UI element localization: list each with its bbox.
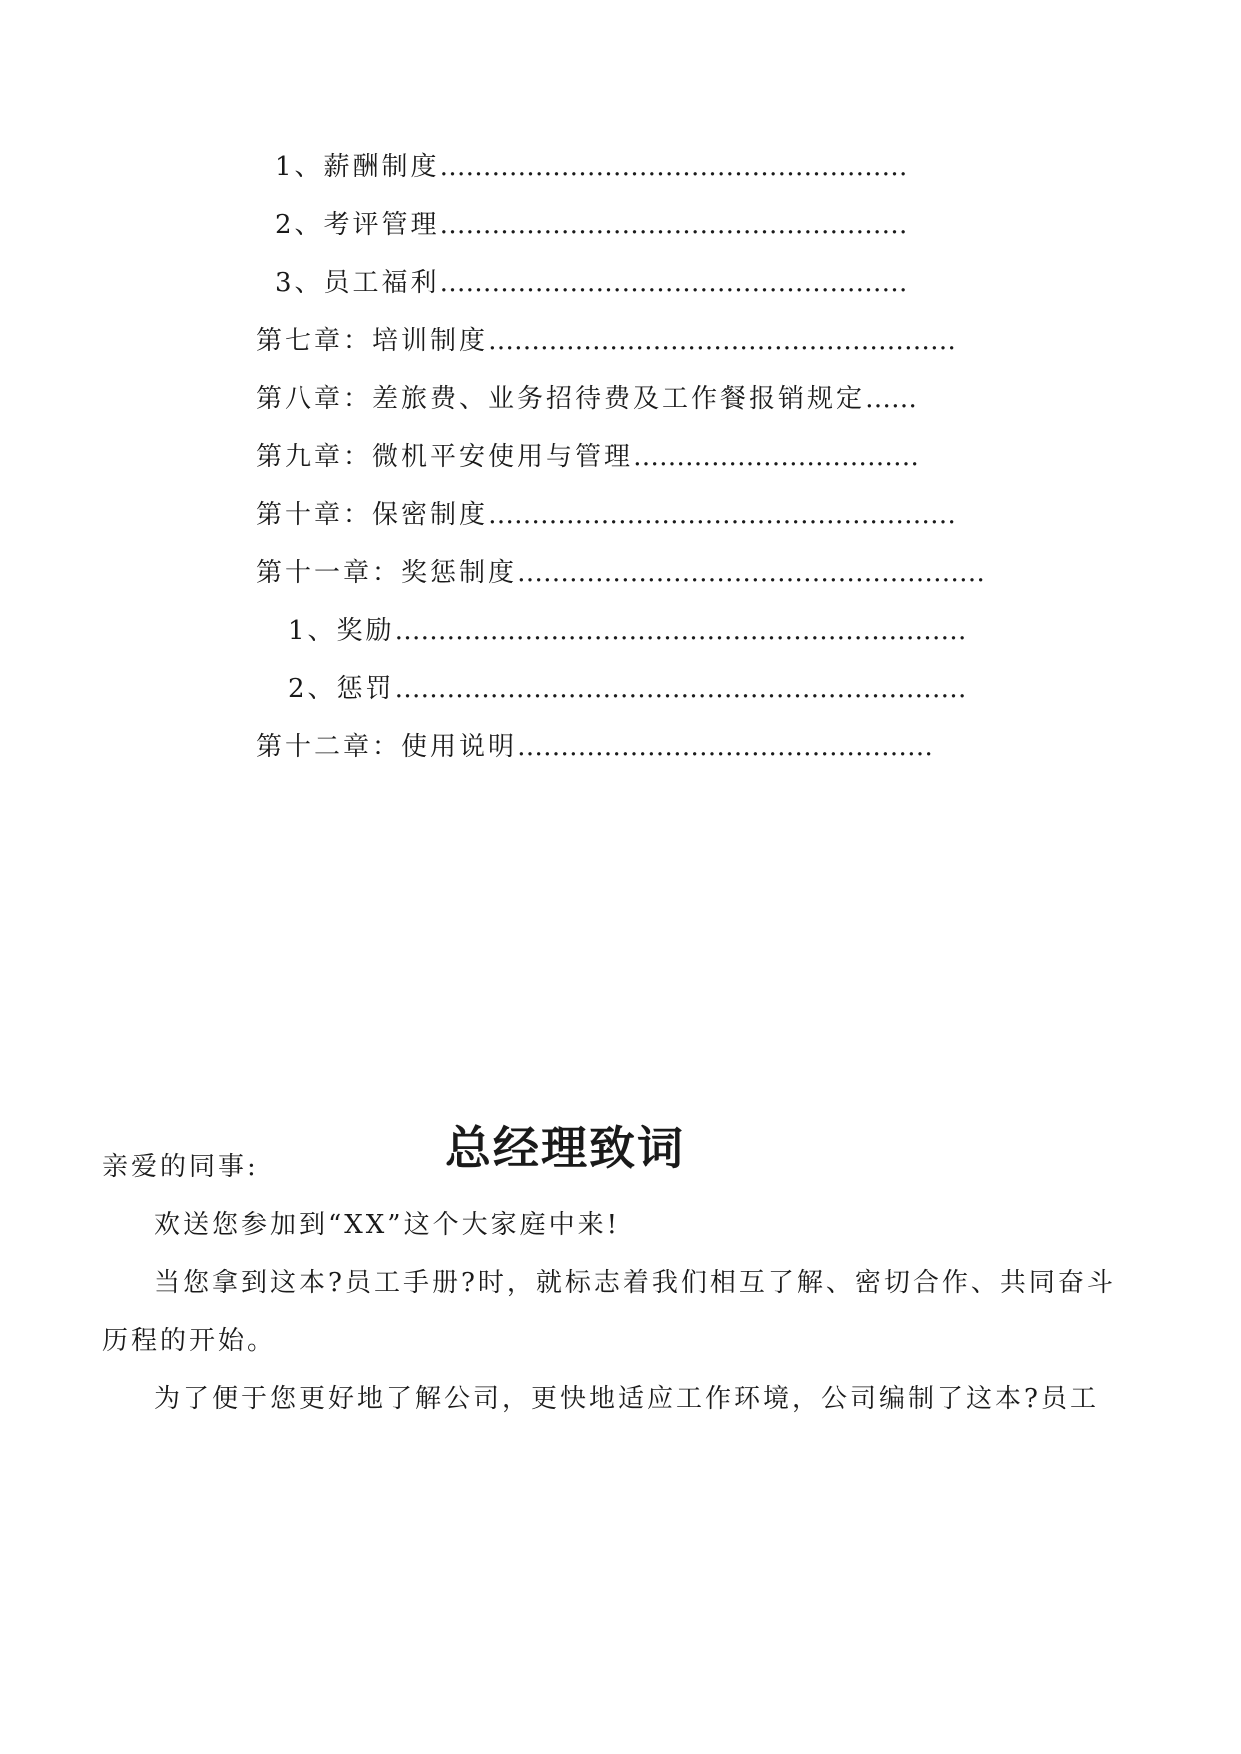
toc-entry-chapter-10 — [256, 498, 956, 532]
letter-title: 总经理致词 — [445, 1121, 685, 1175]
toc-entry-label: 1、奖励 — [288, 616, 395, 646]
toc-entry-chapter-7 — [256, 324, 956, 358]
letter-line-2: 当您拿到这本?员工手册?时，就标志着我们相互了解、密切合作、共同奋斗 — [154, 1268, 1116, 1298]
letter-line-4: 为了便于您更好地了解公司，更快地适应工作环境，公司编制了这本?员工 — [154, 1384, 1099, 1414]
toc-entry-label: 2、惩罚 — [288, 674, 395, 704]
toc-entry-reward — [288, 614, 967, 648]
toc-entry-leader: …… — [865, 384, 918, 414]
toc-entry-chapter-9 — [256, 440, 919, 474]
toc-entry-label: 第八章：差旅费、业务招待费及工作餐报销规定 — [256, 384, 866, 414]
toc-entry-salary — [275, 150, 908, 184]
toc-entry-label: 1、薪酬制度 — [275, 152, 440, 182]
toc-entry-leader: ………………………………………… — [517, 732, 934, 762]
toc-entry-label: 第十章：保密制度 — [256, 500, 489, 530]
toc-entry-chapter-11 — [256, 556, 985, 590]
toc-entry-label: 第十一章：奖惩制度 — [256, 558, 518, 588]
toc-entry-label: 第九章：微机平安使用与管理 — [256, 442, 634, 472]
toc-entry-label: 2、考评管理 — [275, 210, 440, 240]
toc-entry-leader: ………………………………………………………… — [394, 616, 967, 646]
letter-salutation: 亲爱的同事: — [102, 1152, 259, 1182]
toc-entry-label: 第十二章：使用说明 — [256, 732, 518, 762]
letter-line-1: 欢送您参加到“XX”这个大家庭中来! — [154, 1210, 621, 1240]
toc-entry-leader: ……………………………………………… — [439, 152, 908, 182]
toc-entry-label: 3、员工福利 — [275, 268, 440, 298]
toc-entry-chapter-8 — [256, 382, 917, 416]
toc-entry-evaluation — [275, 208, 908, 242]
toc-entry-leader: ……………………………………………… — [439, 268, 908, 298]
toc-entry-welfare — [275, 266, 908, 300]
toc-entry-chapter-12 — [256, 730, 933, 764]
toc-entry-leader: ……………………………………………… — [439, 210, 908, 240]
toc-entry-leader: ………………………………………………………… — [394, 674, 967, 704]
toc-entry-leader: ……………………………………………… — [517, 558, 986, 588]
toc-entry-label: 第七章：培训制度 — [256, 326, 489, 356]
toc-entry-leader: ……………………………………………… — [488, 500, 957, 530]
toc-entry-leader: …………………………… — [633, 442, 920, 472]
letter-line-3: 历程的开始。 — [102, 1326, 277, 1356]
toc-entry-penalty — [288, 672, 967, 706]
toc-entry-leader: ……………………………………………… — [488, 326, 957, 356]
